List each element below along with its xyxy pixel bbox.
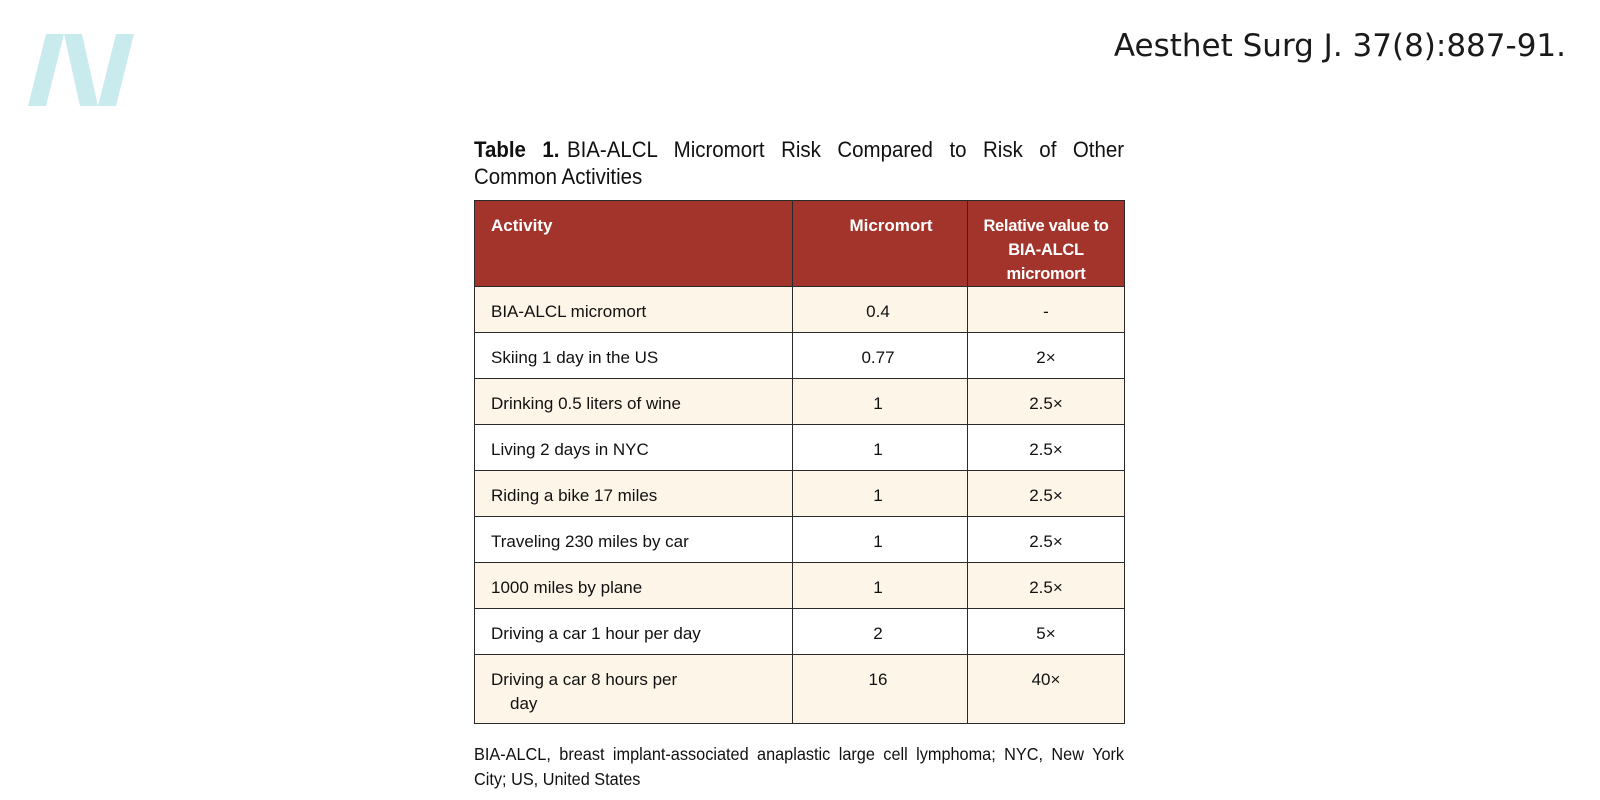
activity-cell: Driving a car 1 hour per day: [475, 609, 793, 655]
table-row: [475, 333, 1125, 379]
activity-cell-line1: Driving a car 8 hours per: [491, 670, 678, 689]
relative-cell: -: [968, 287, 1125, 333]
table-header-row: [475, 201, 1125, 287]
activity-cell: 1000 miles by plane: [475, 563, 793, 609]
relative-cell: 40×: [968, 655, 1125, 724]
relative-cell: 2×: [968, 333, 1125, 379]
relative-cell: 2.5×: [968, 379, 1125, 425]
micromort-cell: 1: [793, 563, 968, 609]
table-row: [475, 609, 1125, 655]
table-caption-label: Table 1.: [474, 137, 560, 162]
column-header-micromort: Micromort: [793, 201, 968, 287]
micromort-cell: 1: [793, 517, 968, 563]
citation: Aesthet Surg J. 37(8):887-91.: [1113, 28, 1566, 64]
table-row: [475, 287, 1125, 333]
table-row: [475, 471, 1125, 517]
table-block: [474, 136, 1124, 792]
micromort-cell: 0.4: [793, 287, 968, 333]
micromort-cell: 1: [793, 379, 968, 425]
relative-cell: 2.5×: [968, 517, 1125, 563]
table-caption: [474, 136, 1124, 190]
activity-cell: Riding a bike 17 miles: [475, 471, 793, 517]
table-row: [475, 379, 1125, 425]
column-header-activity: Activity: [475, 201, 793, 287]
table-row: [475, 425, 1125, 471]
activity-cell: Traveling 230 miles by car: [475, 517, 793, 563]
table-row: [475, 517, 1125, 563]
table-footnote: BIA-ALCL, breast implant-associated anaplastic large cell lymphoma; NYC, New York City; US, United States: [474, 744, 1125, 789]
activity-cell: BIA-ALCL micromort: [475, 287, 793, 333]
column-header-relative: Relative value to BIA-ALCL micromort: [968, 201, 1125, 287]
relative-cell: 5×: [968, 609, 1125, 655]
table-caption-text: BIA-ALCL Micromort Risk Compared to Risk of Other Common Activities: [474, 137, 1125, 189]
stylized-n-logo-icon: [28, 30, 140, 110]
micromort-cell: 2: [793, 609, 968, 655]
micromort-cell: 16: [793, 655, 968, 724]
micromort-cell: 1: [793, 425, 968, 471]
activity-cell: Skiing 1 day in the US: [475, 333, 793, 379]
activity-cell: Drinking 0.5 liters of wine: [475, 379, 793, 425]
activity-cell: [475, 655, 793, 724]
table-row: [475, 563, 1125, 609]
relative-cell: 2.5×: [968, 425, 1125, 471]
micromort-table: [474, 200, 1125, 724]
relative-cell: 2.5×: [968, 563, 1125, 609]
relative-cell: 2.5×: [968, 471, 1125, 517]
micromort-cell: 1: [793, 471, 968, 517]
activity-cell-line2: day: [510, 694, 538, 713]
micromort-cell: 0.77: [793, 333, 968, 379]
activity-cell: Living 2 days in NYC: [475, 425, 793, 471]
table-row: [475, 655, 1125, 724]
